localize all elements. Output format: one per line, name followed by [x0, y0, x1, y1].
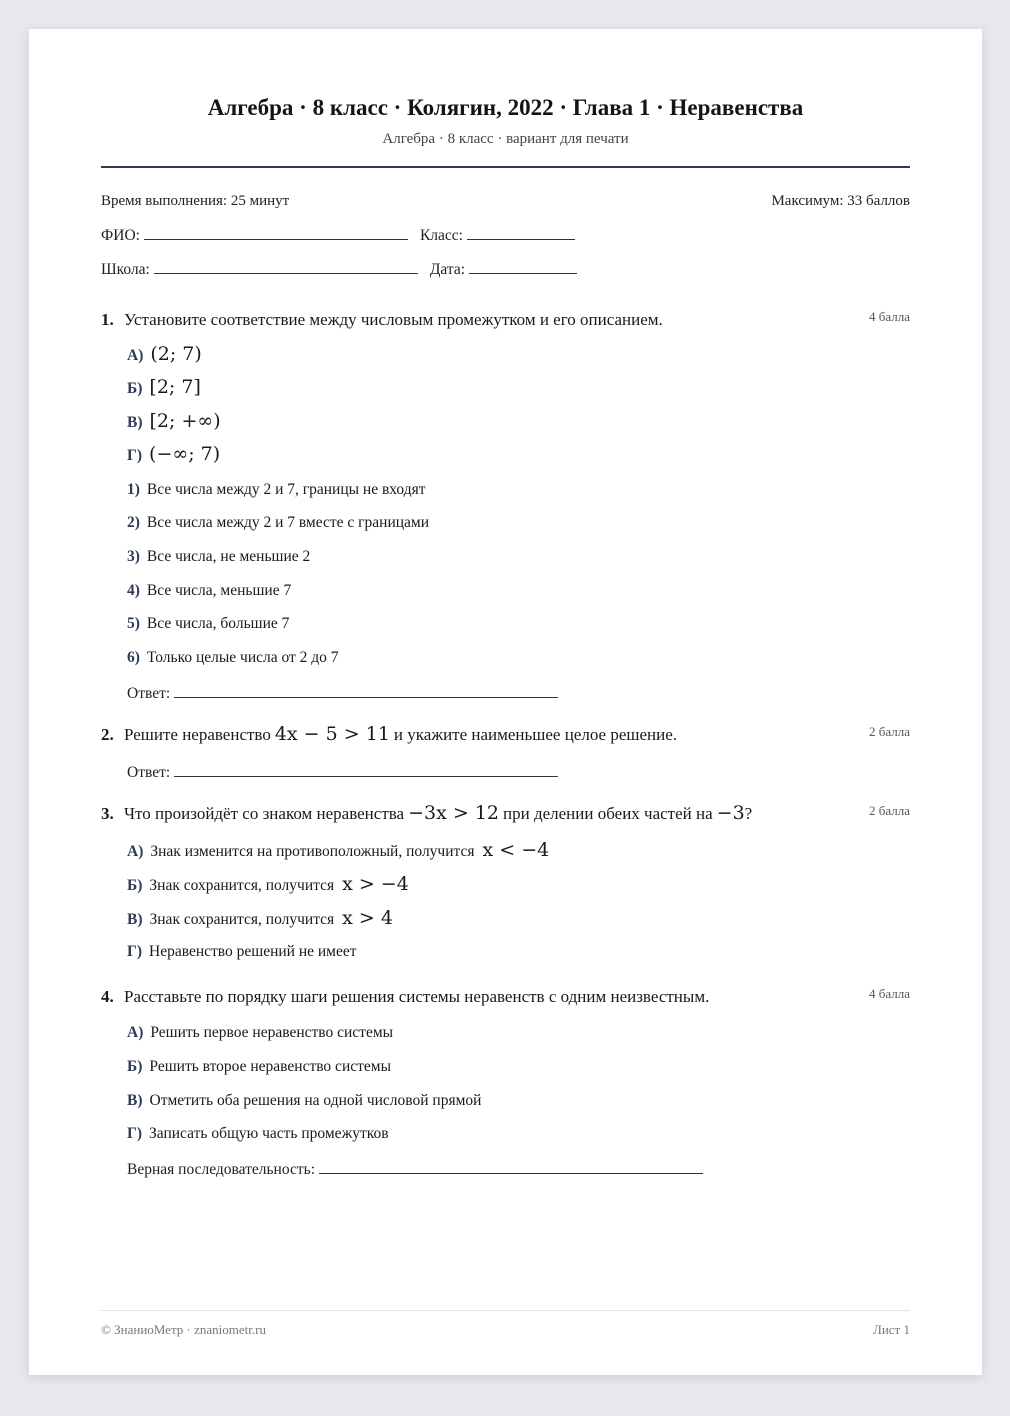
option-math: x < −4 — [482, 839, 550, 861]
option-text: Отметить оба решения на одной числовой прямой — [149, 1092, 482, 1109]
q3-option-b — [127, 873, 413, 895]
option-label: 3) — [127, 548, 140, 565]
option-label: Г) — [127, 447, 143, 464]
option-label: 1) — [127, 481, 140, 498]
class-field[interactable] — [467, 225, 575, 240]
option-text: Решить второе неравенство системы — [149, 1058, 391, 1075]
question-text-part: Решите неравенство — [124, 725, 271, 744]
question-text-part: при делении обеих частей на — [503, 804, 713, 823]
question-text: Расставьте по порядку шаги решения системы неравенств с одним неизвестным. — [124, 987, 710, 1006]
school-label: Школа: — [101, 261, 150, 278]
option-math: x > 4 — [342, 907, 393, 929]
fio-row — [101, 225, 575, 245]
question-points: 2 балла — [869, 803, 910, 818]
q3-option-c — [127, 907, 397, 929]
interval-math: [2; 7] — [149, 376, 201, 398]
option-label: Г) — [127, 1125, 143, 1142]
q4-option-b — [127, 1058, 391, 1076]
question-2-header — [101, 723, 910, 745]
q3-option-a — [127, 839, 553, 861]
option-label: 4) — [127, 582, 140, 599]
q2-answer — [127, 762, 558, 782]
school-field[interactable] — [154, 259, 418, 274]
question-number: 2. — [101, 725, 114, 744]
question-text-part: ? — [744, 804, 753, 823]
meta-row — [101, 193, 910, 210]
page-subtitle: Алгебра · 8 класс · вариант для печати — [382, 131, 629, 147]
question-text-part: и укажите наименьшее целое решение. — [393, 725, 678, 744]
q3-option-d — [127, 943, 357, 961]
option-text: Все числа, большие 7 — [146, 615, 290, 632]
option-text: Записать общую часть промежутков — [149, 1125, 389, 1142]
question-text-part: Что произойдёт со знаком неравенства — [124, 804, 405, 823]
q1-letter-b — [127, 376, 201, 398]
option-label: В) — [127, 911, 143, 928]
q4-option-a — [127, 1024, 393, 1042]
q1-option-2 — [127, 514, 429, 532]
inequality-math: −3x > 12 — [408, 802, 500, 824]
max-score: Максимум: 33 баллов — [771, 193, 910, 209]
q1-letter-a — [127, 343, 202, 365]
answer-label: Ответ: — [127, 764, 171, 781]
option-label: А) — [127, 347, 144, 364]
question-number: 3. — [101, 804, 114, 823]
class-label: Класс: — [419, 227, 463, 244]
question-text — [124, 723, 869, 745]
option-label: Б) — [127, 877, 143, 894]
question-points: 4 балла — [869, 309, 910, 324]
divisor-math: −3 — [716, 802, 745, 824]
q1-option-1 — [127, 481, 426, 499]
sequence-answer-field[interactable] — [319, 1159, 703, 1174]
option-text: Знак изменится на противоположный, получится — [150, 843, 475, 860]
option-text: Все числа, не меньшие 2 — [146, 548, 311, 565]
question-3-header — [101, 802, 910, 824]
option-text: Решить первое неравенство системы — [150, 1024, 394, 1041]
option-label: В) — [127, 414, 143, 431]
school-row — [101, 259, 577, 279]
option-label: А) — [127, 1024, 144, 1041]
question-1 — [101, 310, 910, 330]
fio-label: ФИО: — [101, 227, 140, 244]
option-label: 2) — [127, 514, 140, 531]
interval-math: (−∞; 7) — [149, 443, 221, 465]
option-text: Только целые числа от 2 до 7 — [146, 649, 339, 666]
question-2 — [101, 723, 910, 745]
option-label: Г) — [127, 943, 143, 960]
option-label: Б) — [127, 380, 143, 397]
q4-option-d — [127, 1125, 389, 1143]
option-text: Все числа между 2 и 7 вместе с границами — [146, 514, 430, 531]
option-label: Б) — [127, 1058, 143, 1075]
interval-math: (2; 7) — [150, 343, 202, 365]
worksheet-page — [29, 29, 982, 1375]
option-text: Знак сохранится, получится — [149, 877, 335, 894]
option-label: В) — [127, 1092, 143, 1109]
option-text: Знак сохранится, получится — [149, 911, 335, 928]
footer — [101, 1322, 910, 1338]
header-divider — [101, 166, 910, 168]
question-points: 2 балла — [869, 724, 910, 739]
footer-copyright: © ЗнаниоМетр · znaniometr.ru — [101, 1322, 266, 1337]
q1-option-3 — [127, 548, 310, 566]
q1-letter-d — [127, 443, 220, 465]
answer-field[interactable] — [174, 762, 558, 777]
inequality-math: 4x − 5 > 11 — [274, 723, 390, 745]
worksheet-content — [101, 29, 910, 1375]
interval-math: [2; +∞) — [149, 410, 221, 432]
q1-answer — [127, 683, 558, 703]
option-text: Неравенство решений не имеет — [149, 943, 357, 960]
option-text: Все числа между 2 и 7, границы не входят — [146, 481, 426, 498]
q1-option-5 — [127, 615, 289, 633]
question-text: Установите соответствие между числовым промежутком и его описанием. — [124, 310, 663, 329]
q1-option-4 — [127, 582, 291, 600]
question-number: 1. — [101, 310, 114, 329]
q1-option-6 — [127, 649, 339, 667]
answer-label: Верная последовательность: — [127, 1161, 316, 1178]
question-number: 4. — [101, 987, 114, 1006]
date-label: Дата: — [429, 261, 466, 278]
question-4-header — [101, 987, 910, 1007]
option-label: 6) — [127, 649, 140, 666]
q1-letter-c — [127, 410, 221, 432]
option-text: Все числа, меньшие 7 — [146, 582, 292, 599]
question-1-header — [101, 310, 910, 330]
date-field[interactable] — [469, 259, 577, 274]
answer-label: Ответ: — [127, 685, 171, 702]
page-number: Лист 1 — [873, 1322, 910, 1337]
fio-field[interactable] — [144, 225, 408, 240]
page-title: Алгебра · 8 класс · Колягин, 2022 · Глава 1 · Неравенства — [207, 95, 804, 120]
q4-answer — [127, 1159, 703, 1179]
q4-option-c — [127, 1092, 481, 1110]
question-3 — [101, 802, 910, 824]
footer-divider — [101, 1310, 910, 1311]
question-4 — [101, 987, 910, 1007]
option-label: 5) — [127, 615, 140, 632]
option-math: x > −4 — [342, 873, 409, 895]
question-points: 4 балла — [869, 986, 910, 1001]
question-text — [124, 802, 869, 824]
option-label: А) — [127, 843, 144, 860]
time-limit: Время выполнения: 25 минут — [101, 193, 290, 209]
answer-field[interactable] — [174, 683, 558, 698]
